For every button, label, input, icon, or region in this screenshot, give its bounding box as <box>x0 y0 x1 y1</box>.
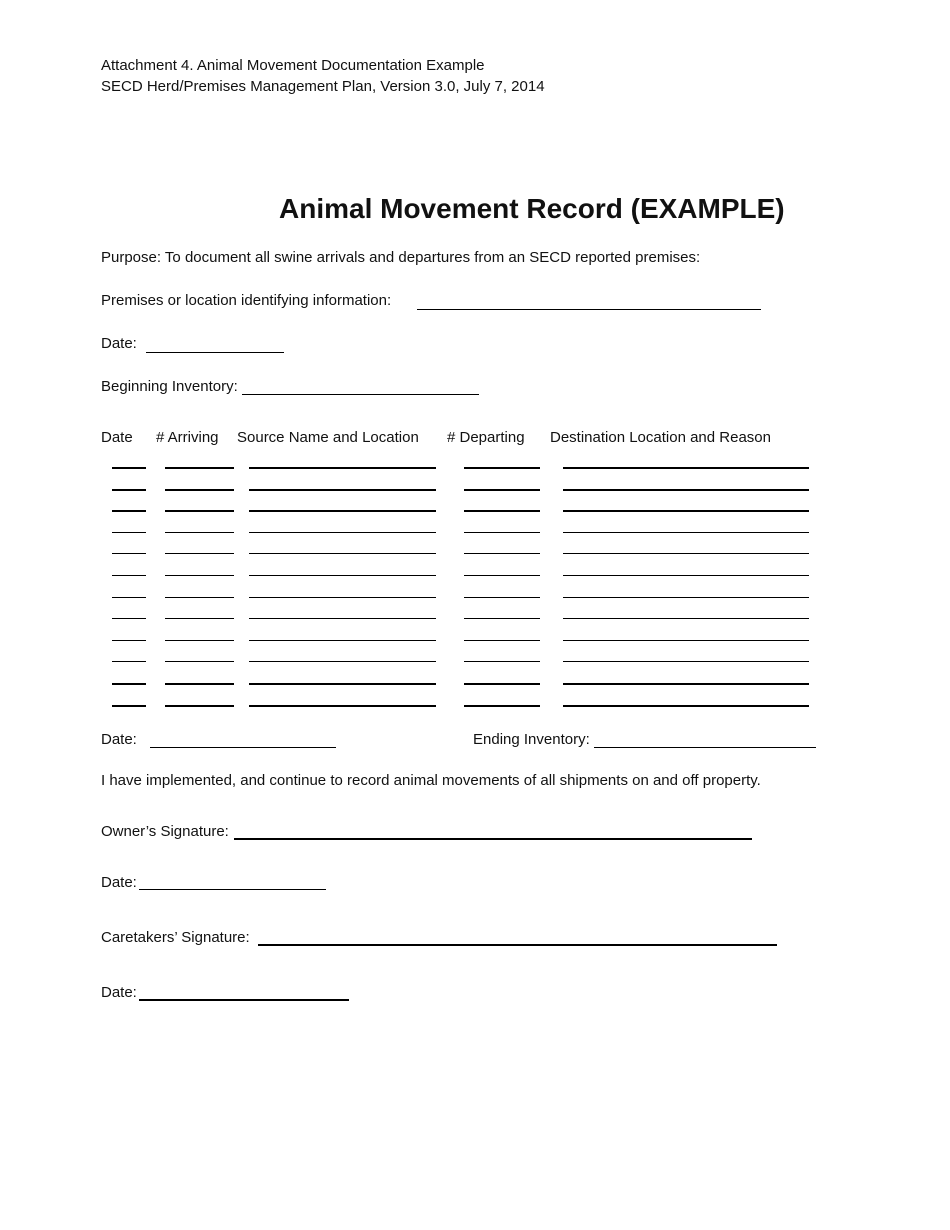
entry-date-field[interactable] <box>112 575 146 576</box>
entry-date-field[interactable] <box>112 467 146 469</box>
entry-arriving-field[interactable] <box>165 553 234 554</box>
entry-source-field[interactable] <box>249 683 436 685</box>
entry-destination-field[interactable] <box>563 705 809 707</box>
entry-departing-field[interactable] <box>464 683 540 685</box>
entry-destination-field[interactable] <box>563 683 809 685</box>
entry-date-field[interactable] <box>112 597 146 598</box>
entry-arriving-field[interactable] <box>165 661 234 662</box>
entry-arriving-field[interactable] <box>165 489 234 491</box>
entry-departing-field[interactable] <box>464 489 540 491</box>
entry-destination-field[interactable] <box>563 597 809 598</box>
entry-departing-field[interactable] <box>464 553 540 554</box>
certification-statement: I have implemented, and continue to record animal movements of all shipments on and off property. <box>101 772 761 789</box>
entry-destination-field[interactable] <box>563 467 809 469</box>
entry-arriving-field[interactable] <box>165 705 234 707</box>
caretaker-signature-field[interactable] <box>258 944 777 946</box>
entry-departing-field[interactable] <box>464 510 540 512</box>
entry-source-field[interactable] <box>249 661 436 662</box>
entry-destination-field[interactable] <box>563 489 809 491</box>
entry-arriving-field[interactable] <box>165 575 234 576</box>
ending-date-label: Date: <box>101 731 137 748</box>
entry-source-field[interactable] <box>249 618 436 619</box>
entry-source-field[interactable] <box>249 597 436 598</box>
entry-source-field[interactable] <box>249 640 436 641</box>
entry-source-field[interactable] <box>249 467 436 469</box>
entry-source-field[interactable] <box>249 705 436 707</box>
entry-departing-field[interactable] <box>464 532 540 533</box>
entry-departing-field[interactable] <box>464 597 540 598</box>
entry-arriving-field[interactable] <box>165 510 234 512</box>
premises-label: Premises or location identifying information: <box>101 292 392 309</box>
entry-arriving-field[interactable] <box>165 467 234 469</box>
entry-departing-field[interactable] <box>464 467 540 469</box>
entry-arriving-field[interactable] <box>165 597 234 598</box>
entry-date-field[interactable] <box>112 618 146 619</box>
entry-departing-field[interactable] <box>464 705 540 707</box>
ending-inventory-field[interactable] <box>594 747 816 748</box>
entry-arriving-field[interactable] <box>165 683 234 685</box>
column-header-departing: # Departing <box>447 429 525 446</box>
entry-source-field[interactable] <box>249 553 436 554</box>
entry-destination-field[interactable] <box>563 618 809 619</box>
beginning-inventory-label: Beginning Inventory: <box>101 378 238 395</box>
owner-date-label: Date: <box>101 874 137 891</box>
entry-arriving-field[interactable] <box>165 532 234 533</box>
ending-inventory-label: Ending Inventory: <box>473 731 590 748</box>
entry-departing-field[interactable] <box>464 618 540 619</box>
header-plan-version: SECD Herd/Premises Management Plan, Version 3.0, July 7, 2014 <box>101 78 545 95</box>
entry-source-field[interactable] <box>249 532 436 533</box>
entry-source-field[interactable] <box>249 510 436 512</box>
entry-date-field[interactable] <box>112 683 146 685</box>
entry-arriving-field[interactable] <box>165 618 234 619</box>
entry-destination-field[interactable] <box>563 640 809 641</box>
column-header-destination: Destination Location and Reason <box>550 429 771 446</box>
column-header-date: Date <box>101 429 133 446</box>
entry-date-field[interactable] <box>112 510 146 512</box>
entry-date-field[interactable] <box>112 661 146 662</box>
entry-destination-field[interactable] <box>563 661 809 662</box>
column-header-arriving: # Arriving <box>156 429 219 446</box>
caretaker-date-field[interactable] <box>139 999 349 1001</box>
owner-signature-field[interactable] <box>234 838 752 840</box>
entry-date-field[interactable] <box>112 489 146 491</box>
entry-date-field[interactable] <box>112 705 146 707</box>
entry-source-field[interactable] <box>249 575 436 576</box>
caretaker-date-label: Date: <box>101 984 137 1001</box>
owner-signature-label: Owner’s Signature: <box>101 823 229 840</box>
header-attachment: Attachment 4. Animal Movement Documentation Example <box>101 57 485 74</box>
entry-destination-field[interactable] <box>563 532 809 533</box>
entry-date-field[interactable] <box>112 532 146 533</box>
entry-departing-field[interactable] <box>464 661 540 662</box>
entry-destination-field[interactable] <box>563 553 809 554</box>
entry-destination-field[interactable] <box>563 575 809 576</box>
entry-departing-field[interactable] <box>464 575 540 576</box>
caretaker-signature-label: Caretakers’ Signature: <box>101 929 250 946</box>
purpose-text: Purpose: To document all swine arrivals and departures from an SECD reported premises: <box>101 249 701 266</box>
column-header-source: Source Name and Location <box>237 429 419 446</box>
ending-date-field[interactable] <box>150 747 336 748</box>
page-title: Animal Movement Record (EXAMPLE) <box>279 193 785 224</box>
entry-date-field[interactable] <box>112 553 146 554</box>
entry-date-field[interactable] <box>112 640 146 641</box>
entry-destination-field[interactable] <box>563 510 809 512</box>
entry-departing-field[interactable] <box>464 640 540 641</box>
owner-date-field[interactable] <box>139 889 326 890</box>
entry-source-field[interactable] <box>249 489 436 491</box>
entry-arriving-field[interactable] <box>165 640 234 641</box>
date-label: Date: <box>101 335 137 352</box>
